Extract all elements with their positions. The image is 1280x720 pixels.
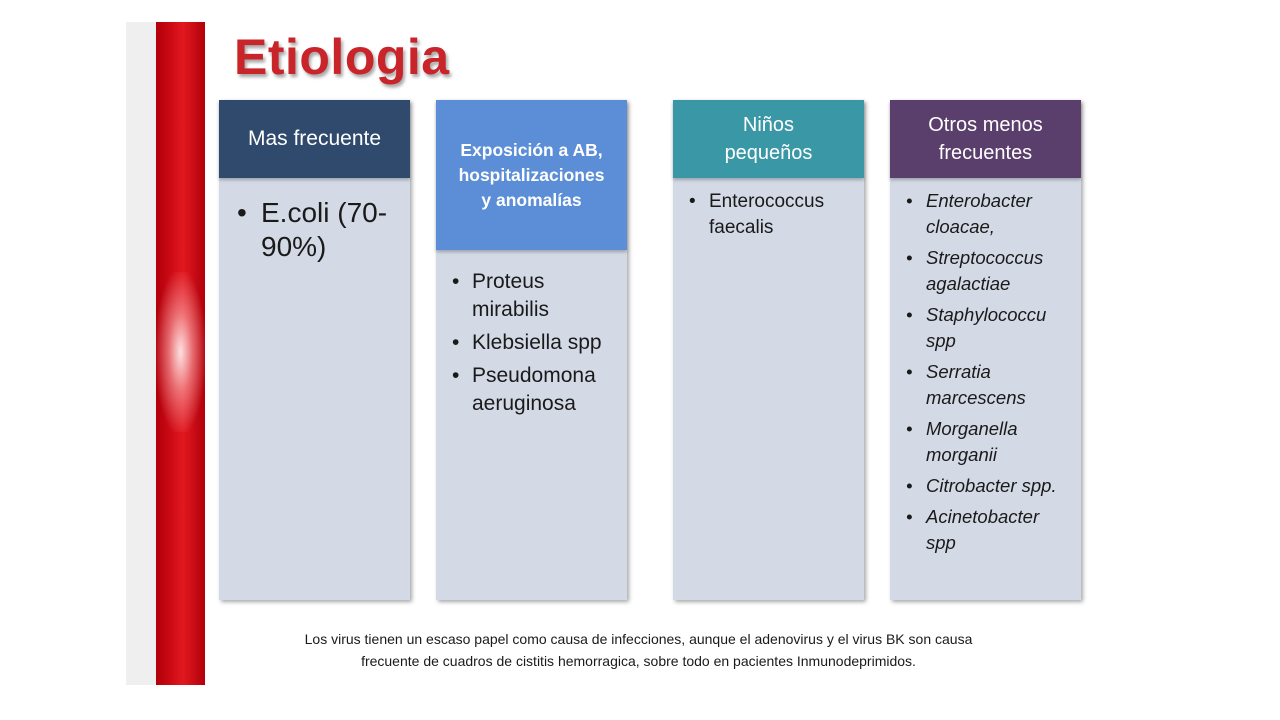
left-gray-margin: [126, 22, 156, 685]
column-header-line: y anomalías: [481, 189, 582, 210]
bullet-item: • Proteus mirabilis: [448, 268, 619, 324]
bullet-list: [673, 189, 864, 241]
column-header-line: Exposición a AB,: [460, 139, 603, 160]
bullet-list: [890, 188, 1081, 561]
column-header-line: Mas frecuente: [247, 127, 382, 150]
slide-title: Etiologia: [234, 29, 450, 85]
red-bar-highlight: [156, 272, 205, 432]
bullet-item: • Enterobacter cloacae,: [902, 188, 1073, 240]
bullet-item: • Citrobacter spp.: [902, 473, 1073, 499]
column-header: [219, 100, 410, 178]
column-mas-frecuente: [219, 100, 410, 600]
column-ninos-pequenos: [673, 100, 864, 600]
column-header-line: Niños: [742, 114, 795, 136]
column-header-line: pequeños: [724, 142, 813, 164]
column-otros-menos-frecuentes: [890, 100, 1081, 600]
bullet-list: [436, 268, 627, 423]
column-header: [890, 100, 1081, 178]
column-header-line: frecuentes: [938, 142, 1033, 164]
column-header: [436, 100, 627, 250]
bullet-item: • Acinetobacter spp: [902, 504, 1073, 556]
bullet-item: • Streptococcus agalactiae: [902, 245, 1073, 297]
footnote-line: frecuente de cuadros de cistitis hemorragica, sobre todo en pacientes Inmunodeprimidos.: [361, 653, 916, 669]
bullet-item: • Pseudomona aeruginosa: [448, 362, 619, 418]
footnote-line: Los virus tienen un escaso papel como causa de infecciones, aunque el adenovirus y el virus BK son causa: [304, 631, 973, 647]
bullet-item: • Enterococcus faecalis: [685, 189, 856, 241]
column-header-line: Otros menos: [928, 114, 1043, 136]
footnote: [216, 628, 1061, 672]
bullet-item: • E.coli (70-90%): [231, 196, 402, 264]
column-header: [673, 100, 864, 178]
bullet-list: [219, 196, 410, 264]
column-exposicion: [436, 100, 627, 600]
bullet-item: • Staphylococcu spp: [902, 302, 1073, 354]
bullet-item: • Klebsiella spp: [448, 329, 619, 357]
bullet-item: • Serratia marcescens: [902, 359, 1073, 411]
slide: [126, 22, 1168, 685]
bullet-item: • Morganella morganii: [902, 416, 1073, 468]
column-header-line: hospitalizaciones: [458, 164, 605, 185]
